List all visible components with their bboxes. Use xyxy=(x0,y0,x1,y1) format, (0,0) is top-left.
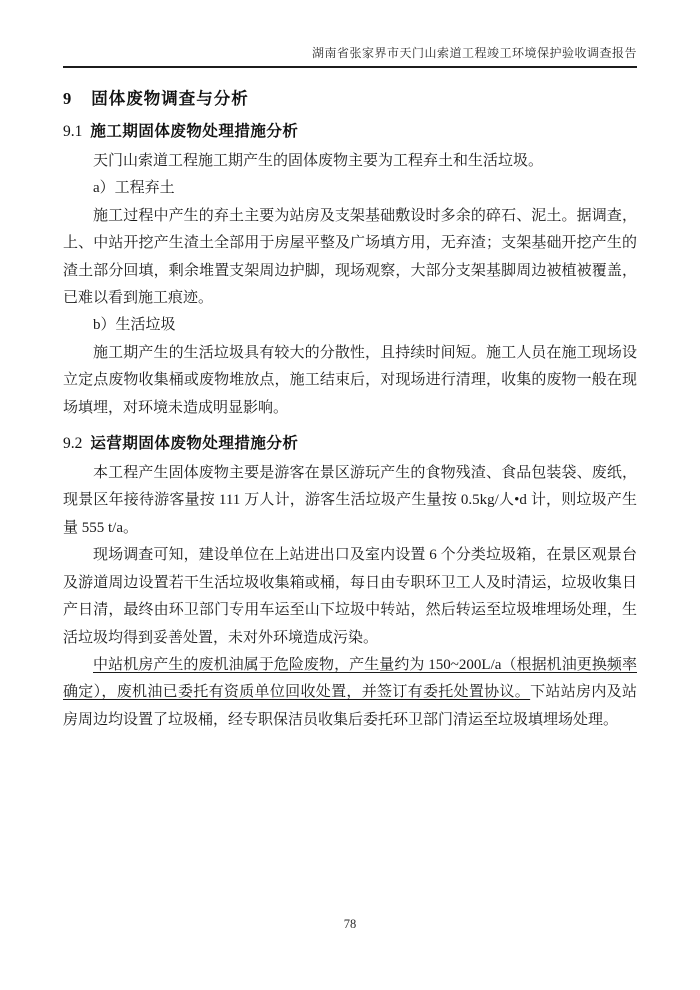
lower-station-text: 下站站房内及站房周边均设置了垃圾桶，经专职保洁员收集后委托环卫部门清运至垃圾填埋场处理。 xyxy=(63,684,637,728)
section-9-2-paragraph-1: 本工程产生固体废物主要是游客在景区游玩产生的食物残渣、食品包装袋、废纸，现景区年接待游客量按 111 万人计，游客生活垃圾产生量按 0.5kg/人•d 计，则垃圾产生量 555 t/a。 xyxy=(63,465,637,536)
running-header-title: 湖南省张家界市天门山索道工程竣工环境保护验收调查报告 xyxy=(311,46,637,60)
hazardous-waste-underlined-text: 中站机房产生的废机油属于危险废物，产生量约为 150~200L/a（根据机油更换频率确定），废机油已委托有资质单位回收处置，并签订有委托处置协议。 xyxy=(63,656,637,701)
page-number: 78 xyxy=(343,917,357,931)
section-9-2-paragraph-2: 现场调查可知，建设单位在上站进出口及室内设置 6 个分类垃圾箱，在景区观景台及游道周边设置若干生活垃圾收集箱或桶，每日由专职环卫工人及时清运，垃圾收集日产日清，最终由环卫部门专用车运至山下垃圾中转站，然后转运至垃圾堆埋场处理，生活垃圾均得到妥善处置，未对外环境造成污染。 xyxy=(63,547,637,646)
chapter-title: 固体废物调查与分析 xyxy=(91,90,249,108)
chapter-number: 9 xyxy=(63,89,72,108)
section-9-2-title: 运营期固体废物处理措施分析 xyxy=(90,435,299,453)
item-b-label: b）生活垃圾 xyxy=(93,317,176,334)
section-9-1-intro-paragraph: 天门山索道工程施工期产生的固体废物主要为工程弃土和生活垃圾。 xyxy=(93,153,544,169)
item-a-paragraph: 施工过程中产生的弃土主要为站房及支架基础敷设时多余的碎石、泥土。据调查，上、中站开挖产生渣土全部用于房屋平整及广场填方用，无弃渣；支架基础开挖产生的渣土部分回填，剩余堆置支架周边护脚，现场观察，大部分支架基脚周边被植被覆盖，已难以看到施工痕迹。 xyxy=(63,207,637,307)
chapter-heading xyxy=(63,88,637,110)
section-heading-9-1 xyxy=(63,122,637,142)
section-9-1-title: 施工期固体废物处理措施分析 xyxy=(90,123,299,140)
page-footer xyxy=(0,917,700,932)
item-a-label: a）工程弃土 xyxy=(93,180,175,197)
section-9-2-paragraph-3 xyxy=(63,652,637,734)
item-b-paragraph: 施工期产生的生活垃圾具有较大的分散性，且持续时间短。施工人员在施工现场设立定点废物收集桶或废物堆放点，施工结束后，对现场进行清理，收集的废物一般在现场填埋，对环境未造成明显影响。 xyxy=(63,344,637,416)
section-9-1-number: 9.1 xyxy=(63,123,83,140)
running-header xyxy=(63,0,637,68)
section-9-2-number: 9.2 xyxy=(63,435,83,453)
section-heading-9-2 xyxy=(63,434,637,454)
